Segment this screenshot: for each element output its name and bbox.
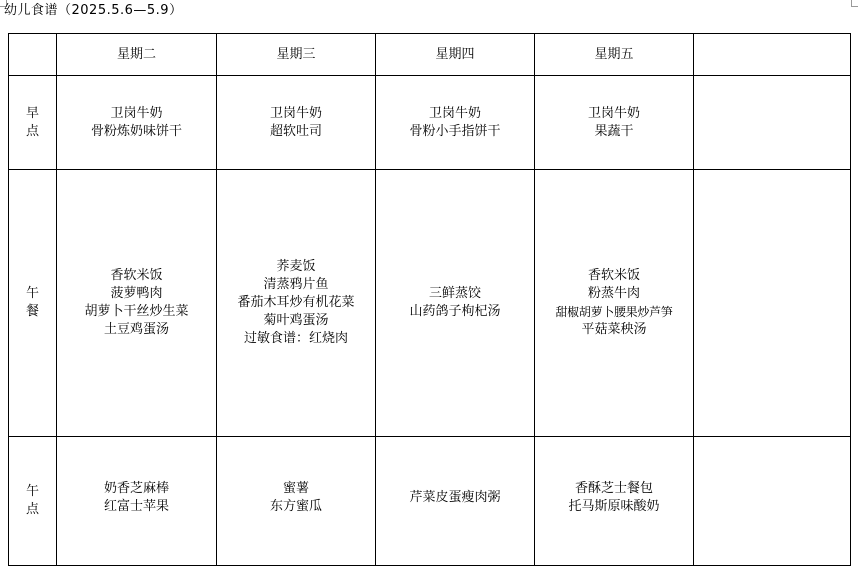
meal-row-snack — [9, 437, 851, 566]
menu-cell — [217, 437, 376, 566]
dish-item: 胡萝卜干丝炒生菜 — [84, 304, 189, 319]
meal-label-text: 午餐 — [25, 286, 39, 319]
dish-item: 山药鸽子枸杞汤 — [409, 304, 501, 319]
dish-item: 粉蒸牛肉 — [587, 286, 640, 301]
day-header: 星期二 — [57, 34, 217, 76]
menu-cell — [217, 170, 376, 437]
menu-cell — [57, 170, 217, 437]
dish-item: 果蔬干 — [594, 123, 634, 139]
dish-item: 香软米饭 — [110, 268, 163, 283]
dish-item: 芹菜皮蛋瘦肉粥 — [409, 490, 501, 505]
menu-cell — [694, 170, 851, 437]
dish-item: 菠萝鸭肉 — [110, 286, 163, 301]
dish-item: 蜜薯 — [282, 481, 309, 496]
dish-item: 卫岗牛奶 — [587, 105, 640, 121]
dish-item: 卫岗牛奶 — [110, 105, 163, 121]
meal-label — [9, 170, 57, 437]
dish-item: 三鲜蒸饺 — [428, 286, 481, 301]
dish-item: 超软吐司 — [269, 123, 322, 139]
dish-item: 平菇菜秧汤 — [581, 322, 647, 337]
dish-item: 香软米饭 — [587, 268, 640, 283]
menu-cell — [694, 76, 851, 170]
dish-item: 清蒸鸦片鱼 — [263, 277, 329, 292]
day-header: 星期三 — [217, 34, 376, 76]
menu-cell — [376, 437, 535, 566]
dish-item: 过敏食谱：红烧肉 — [243, 331, 348, 346]
menu-table — [8, 33, 851, 566]
corner-cell — [9, 34, 57, 76]
menu-cell — [535, 76, 694, 170]
meal-label-text: 午点 — [25, 484, 39, 517]
meal-label — [9, 76, 57, 170]
meal-label — [9, 437, 57, 566]
menu-cell — [535, 170, 694, 437]
menu-cell — [376, 76, 535, 170]
dish-item: 东方蜜瓜 — [269, 499, 322, 514]
dish-item: 卫岗牛奶 — [269, 105, 322, 121]
menu-cell — [535, 437, 694, 566]
dish-item: 托马斯原味酸奶 — [568, 499, 660, 514]
dish-item: 菊叶鸡蛋汤 — [263, 313, 329, 328]
dish-item: 番茄木耳炒有机花菜 — [237, 295, 355, 310]
menu-cell — [217, 76, 376, 170]
meal-row-breakfast — [9, 76, 851, 170]
meal-label-text: 早点 — [25, 105, 39, 139]
page-corner-mark — [851, 0, 858, 7]
dish-item: 骨粉炼奶味饼干 — [90, 123, 182, 139]
dish-item: 骨粉小手指饼干 — [409, 123, 501, 139]
header-row — [9, 34, 851, 76]
menu-cell — [57, 437, 217, 566]
menu-cell — [694, 437, 851, 566]
dish-item: 土豆鸡蛋汤 — [103, 322, 169, 337]
dish-item: 甜椒胡萝卜腰果炒芦笋 — [555, 305, 673, 319]
day-header: 星期五 — [535, 34, 694, 76]
dish-item: 香酥芝士餐包 — [574, 481, 653, 496]
meal-row-lunch — [9, 170, 851, 437]
day-header — [694, 34, 851, 76]
menu-cell — [57, 76, 217, 170]
day-header: 星期四 — [376, 34, 535, 76]
dish-item: 卫岗牛奶 — [428, 105, 481, 121]
dish-item: 荞麦饭 — [276, 259, 316, 274]
page-title: 幼儿食谱（2025.5.6—5.9） — [4, 3, 183, 18]
dish-item: 奶香芝麻棒 — [103, 481, 169, 496]
dish-item: 红富士苹果 — [103, 499, 169, 514]
menu-cell — [376, 170, 535, 437]
